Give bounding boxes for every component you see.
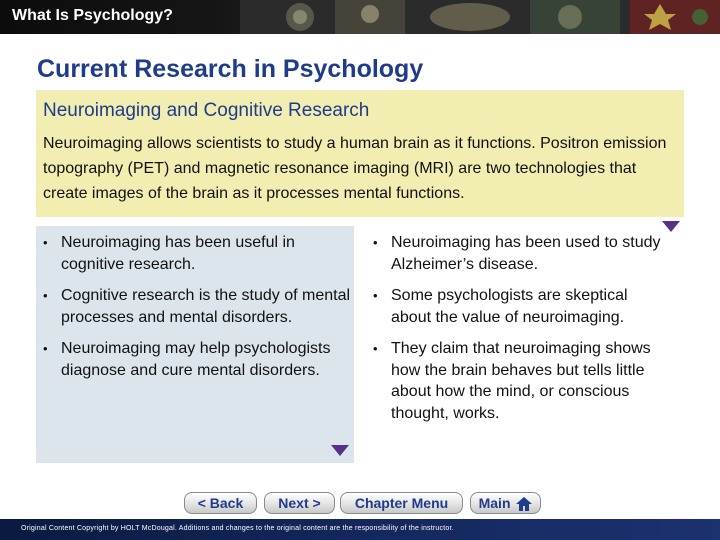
main-button-label: Main	[478, 495, 511, 511]
chapter-menu-button[interactable]: Chapter Menu	[340, 492, 463, 514]
main-button[interactable]	[470, 492, 541, 514]
list-item: • Neuroimaging has been useful in cognitive research.	[36, 232, 354, 275]
list-item: • Neuroimaging has been used to study Alzheimer’s disease.	[366, 232, 666, 275]
list-item: • Neuroimaging may help psychologists diagnose and cure mental disorders.	[36, 338, 354, 381]
home-icon	[516, 497, 532, 511]
list-item: • Some psychologists are skeptical about the value of neuroimaging.	[366, 285, 666, 328]
right-bullet-list	[366, 232, 666, 434]
copyright-text: Original Content Copyright by HOLT McDougal. Additions and changes to the original content are the responsibility of the instructor.	[21, 525, 454, 532]
highlight-body: Neuroimaging allows scientists to study a human brain as it functions. Positron emission topography (PET) and magnetic resonance imaging (MRI) are two technologies that create images of the brain as it processes mental functions.	[43, 135, 667, 202]
header-bar	[0, 0, 720, 34]
highlight-subheading: Neuroimaging and Cognitive Research	[43, 100, 370, 121]
next-button[interactable]: Next >	[264, 492, 335, 514]
list-item: • They claim that neuroimaging shows how the brain behaves but tells little about how the mind, or conscious thought, works.	[366, 338, 666, 424]
footer-bar	[0, 519, 720, 540]
list-item: • Cognitive research is the study of mental processes and mental disorders.	[36, 285, 354, 328]
left-bullet-list	[36, 232, 354, 391]
triangle-down-icon[interactable]	[662, 221, 680, 232]
highlight-box	[36, 90, 684, 217]
back-button[interactable]: < Back	[184, 492, 257, 514]
header-collage-image	[240, 0, 720, 34]
section-title: What Is Psychology?	[12, 7, 173, 24]
navigation-bar	[0, 492, 720, 514]
slide-title: Current Research in Psychology	[37, 55, 424, 83]
triangle-down-icon[interactable]	[331, 445, 349, 456]
